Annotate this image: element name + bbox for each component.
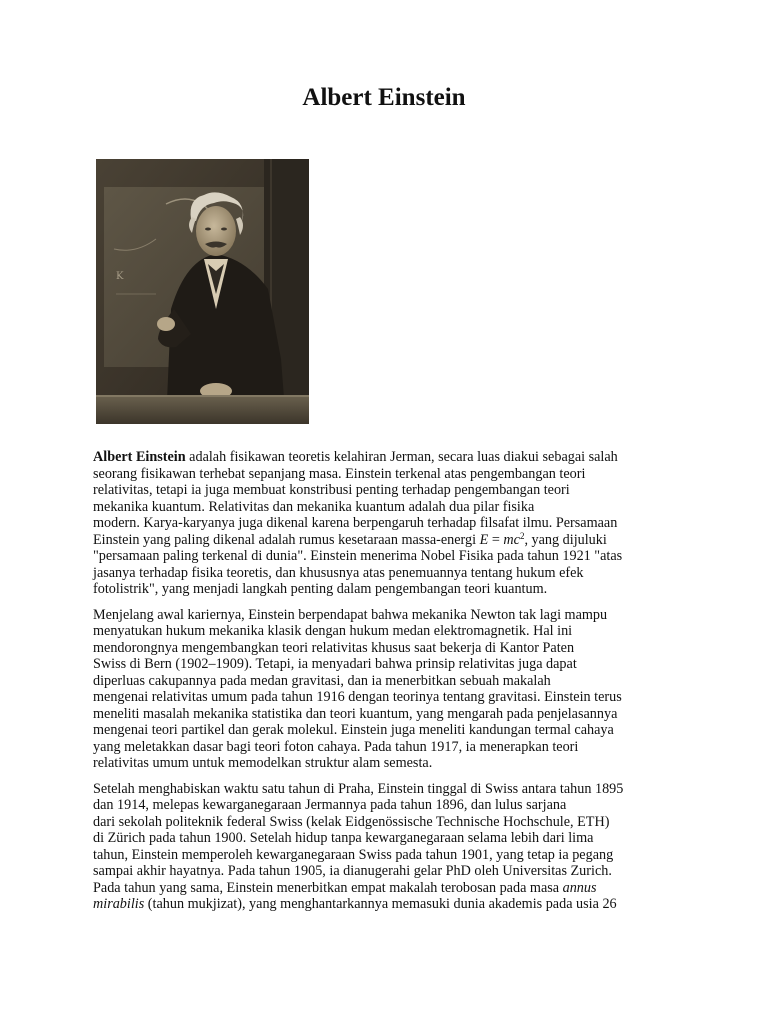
- text-run: mendorongnya mengembangkan teori relativitas khusus saat bekerja di Kantor Paten: [93, 639, 575, 656]
- text-run: , yang dijuluki: [524, 531, 607, 548]
- paragraph-2: [93, 607, 675, 772]
- text-run: (tahun mukjizat), yang menghantarkannya memasuki dunia akademis pada usia 26: [144, 896, 617, 912]
- text-run: relativitas, tetapi ia juga membuat konstribusi penting terhadap pengembangan teori: [93, 482, 570, 498]
- text-line: [93, 466, 675, 483]
- article-body: [93, 449, 675, 922]
- text-run: menyatukan hukum mekanika klasik dengan hukum medan elektromagnetik. Hal ini: [93, 623, 573, 639]
- text-line: [93, 847, 675, 864]
- superscript: 2: [519, 530, 525, 541]
- text-run: Setelah menghabiskan waktu satu tahun di Praha, Einstein tinggal di Swiss antara tahun 1895: [93, 780, 624, 797]
- text-line: [93, 607, 675, 624]
- text-run: Swiss di Bern (1902–1909). Tetapi, ia menyadari bahwa prinsip relativitas juga dapat: [93, 656, 577, 672]
- italic-term: E: [479, 531, 489, 548]
- text-line: [93, 499, 675, 516]
- text-run: dan 1914, melepas kewarganegaraan Jermannya pada tahun 1896, dan lulus sarjana: [93, 797, 567, 813]
- text-line: [93, 706, 675, 723]
- text-line: [93, 755, 675, 772]
- text-run: mengenai teori partikel dan gerak molekul. Einstein juga meneliti kandungan termal cahaya: [93, 722, 614, 738]
- text-run: modern. Karya-karyanya juga dikenal karena berpengaruh terhadap filsafat ilmu. Persamaan: [93, 515, 618, 531]
- text-line: [93, 781, 675, 798]
- text-run: di Zürich pada tahun 1900. Setelah hidup tanpa kewarganegaraan selama lebih dari lima: [93, 830, 594, 846]
- text-run: mekanika kuantum. Relativitas dan mekanika kuantum adalah dua pilar fisika: [93, 498, 535, 515]
- text-line: [93, 814, 675, 831]
- text-run: "persamaan paling terkenal di dunia". Einstein menerima Nobel Fisika pada tahun 1921 "atas: [93, 548, 623, 564]
- text-line: [93, 449, 675, 466]
- text-line: [93, 673, 675, 690]
- bold-term: Albert Einstein: [93, 449, 186, 465]
- text-run: fotolistrik", yang menjadi langkah penting dalam pengembangan teori kuantum.: [93, 581, 548, 597]
- text-line: [93, 863, 675, 880]
- einstein-portrait-image: [96, 159, 309, 424]
- text-line: [93, 515, 675, 532]
- text-run: Einstein yang paling dikenal adalah rumus kesetaraan massa-energi: [93, 531, 480, 548]
- text-run: diperluas cakupannya pada medan gravitasi, dan ia menerbitkan sebuah makalah: [93, 672, 551, 689]
- text-line: [93, 739, 675, 756]
- svg-text:K: K: [116, 271, 124, 282]
- text-line: [93, 830, 675, 847]
- text-run: tahun, Einstein memperoleh kewarganegaraan Swiss pada tahun 1901, yang tetap ia pegang: [93, 846, 614, 863]
- text-run: relativitas umum untuk memodelkan struktur alam semesta.: [93, 755, 433, 771]
- einstein-photo: [96, 159, 309, 424]
- text-run: meneliti masalah mekanika statistika dan teori kuantum, yang mengarah pada penjelasannya: [93, 705, 618, 722]
- text-line: [93, 797, 675, 814]
- text-line: [93, 880, 675, 897]
- text-line: [93, 581, 675, 598]
- italic-term: mc: [503, 531, 520, 548]
- text-line: [93, 689, 675, 706]
- text-run: sampai akhir hayatnya. Pada tahun 1905, ia dianugerahi gelar PhD oleh Universitas Zurich.: [93, 863, 612, 879]
- text-run: adalah fisikawan teoretis kelahiran Jerman, secara luas diakui sebagai salah: [185, 449, 618, 465]
- text-run: Menjelang awal kariernya, Einstein berpendapat bahwa mekanika Newton tak lagi mampu: [93, 606, 608, 623]
- text-run: yang meletakkan dasar bagi teori foton cahaya. Pada tahun 1917, ia menerapkan teori: [93, 738, 579, 755]
- text-run: =: [488, 531, 504, 548]
- text-line: [93, 623, 675, 640]
- paragraph-1: [93, 449, 675, 598]
- italic-term: mirabilis: [93, 896, 145, 912]
- paragraph-3: [93, 781, 675, 913]
- text-line: [93, 656, 675, 673]
- page-title: Albert Einstein: [302, 84, 466, 111]
- text-run: dari sekolah politeknik federal Swiss (kelak Eidgenössische Technische Hochschule, ETH): [93, 813, 610, 830]
- text-line: [93, 640, 675, 657]
- text-run: Pada tahun yang sama, Einstein menerbitkan empat makalah terobosan pada masa: [93, 879, 563, 896]
- text-line: [93, 548, 675, 565]
- text-run: seorang fisikawan terhebat sepanjang masa. Einstein terkenal atas pengembangan teori: [93, 465, 586, 482]
- text-run: jasanya terhadap fisika teoretis, dan khususnya atas penemuannya tentang hukum efek: [93, 564, 584, 581]
- text-run: mengenai relativitas umum pada tahun 1916 dengan teorinya tentang gravitasi. Einstein terus: [93, 689, 622, 705]
- text-line: [93, 482, 675, 499]
- text-line: [93, 722, 675, 739]
- text-line: [93, 532, 675, 549]
- italic-term: annus: [562, 879, 597, 896]
- text-line: [93, 896, 675, 913]
- text-line: [93, 565, 675, 582]
